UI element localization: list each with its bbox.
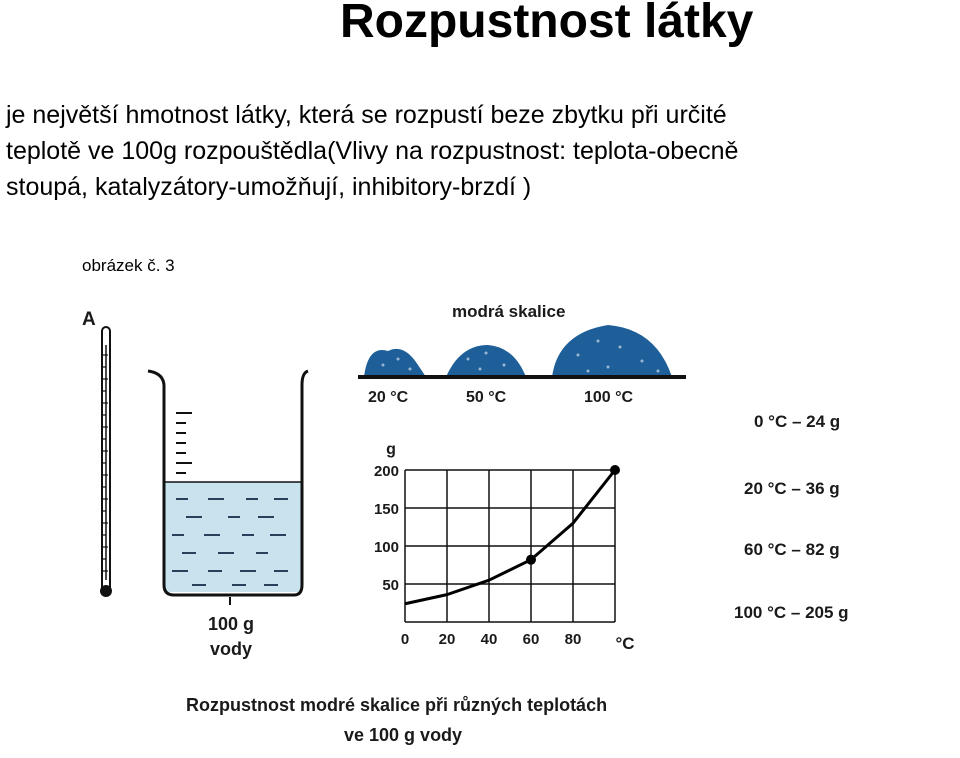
data-point-100: [610, 465, 620, 475]
paragraph-line-1: je největší hmotnost látky, která se rozpustí beze zbytku při určité: [6, 101, 727, 129]
thermometer: [100, 327, 112, 597]
y-tick-label-50: 50: [382, 577, 399, 594]
bottom-caption-line-2: ve 100 g vody: [344, 725, 463, 745]
x-tick-label-40: 40: [480, 631, 498, 648]
panel-label: A: [82, 309, 96, 330]
solubility-chart: [374, 441, 635, 653]
heap-temp-100: 100 °C: [584, 389, 634, 406]
crystal-heaps: [358, 325, 686, 377]
table-row-20: 20 °C – 36 g: [744, 479, 840, 498]
beaker-label-mass: 100 g: [208, 614, 255, 634]
bottom-caption-line-1: Rozpustnost modré skalice při různých teplotách: [186, 695, 608, 715]
beaker-graduation: [176, 413, 192, 473]
y-tick-label-100: 100: [373, 539, 399, 556]
page-title: Rozpustnost látky: [340, 0, 754, 48]
x-tick-label-0: 0: [400, 631, 410, 648]
heaps-title: modrá skalice: [452, 302, 566, 321]
y-tick-label-200: 200: [373, 463, 399, 480]
figure-canvas: [68, 285, 890, 755]
heap-temp-20: 20 °C: [368, 389, 409, 406]
data-point-60: [526, 555, 536, 565]
heap-temp-50: 50 °C: [466, 389, 507, 406]
y-axis-label: g: [386, 441, 396, 458]
paragraph-line-2: teplotě ve 100g rozpouštědla(Vlivy na rozpustnost: teplota-obecně: [6, 137, 739, 165]
table-row-60: 60 °C – 82 g: [744, 540, 840, 559]
table-row-0: 0 °C – 24 g: [754, 412, 841, 431]
definition-paragraph: [6, 97, 958, 205]
y-tick-label-150: 150: [373, 501, 399, 518]
solubility-figure: [68, 285, 890, 755]
x-tick-label-20: 20: [438, 631, 456, 648]
beaker-label-water: vody: [210, 639, 253, 659]
x-axis-label: °C: [615, 634, 635, 653]
x-tick-label-60: 60: [522, 631, 540, 648]
table-row-100: 100 °C – 205 g: [734, 603, 849, 622]
paragraph-line-3: stoupá, katalyzátory-umožňují, inhibitory-brzdí ): [6, 173, 532, 201]
figure-caption: obrázek č. 3: [82, 256, 175, 275]
x-tick-label-80: 80: [564, 631, 582, 648]
beaker: [148, 371, 308, 605]
